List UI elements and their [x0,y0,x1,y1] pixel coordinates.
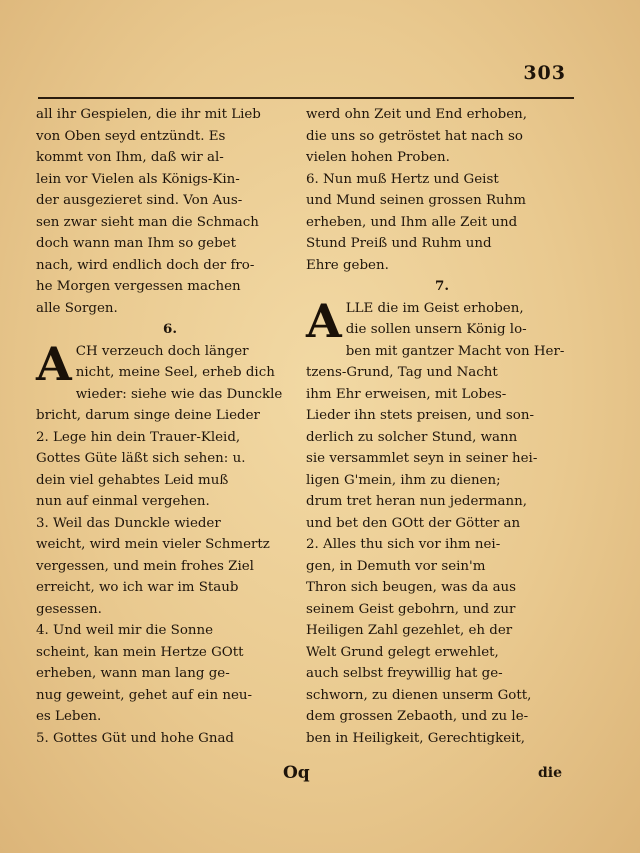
text-line: doch wann man Ihm so gebet [36,236,236,251]
text-line: nun auf einmal vergehen. [36,494,210,509]
page-number: 303 [523,62,566,84]
text-line: 5. Gottes Güt und hohe Gnad [36,730,235,746]
text-line: Thron sich beugen, was da aus [306,580,517,595]
text-line: nicht, meine Seel, erheb dich [75,365,275,380]
text-line: all ihr Gespielen, die ihr mit Lieb [36,107,261,122]
text-line: seinem Geist gebohrn, und zur [306,601,516,617]
text-line: und bet den GOtt der Götter an [306,515,521,531]
verse-number: 6. [163,321,177,337]
text-line: bricht, darum singe deine Lieder [36,408,260,423]
text-line: erheben, und Ihm alle Zeit und [306,214,518,230]
text-line: 2. Alles thu sich vor ihm nei- [306,537,501,552]
text-line: von Oben seyd entzündt. Es [36,128,226,144]
text-line: 2. Lege hin dein Trauer-Kleid, [36,429,241,445]
text-line: wieder: siehe wie das Dunckle [75,386,283,402]
text-line: gesessen. [36,601,102,617]
verse-number: 7. [435,278,449,294]
text-line: Welt Grund gelegt erwehlet, [306,644,499,660]
text-line: auch selbst freywillig hat ge- [306,666,503,681]
text-line: Lieder ihn stets preisen, und son- [306,408,535,423]
text-line: erheben, wann man lang ge- [36,666,230,681]
text-line: tzens-Grund, Tag und Nacht [306,365,498,380]
text-line: nach, wird endlich doch der fro- [36,257,255,273]
text-line: vielen hohen Proben. [306,150,450,165]
left-column [36,104,304,749]
text-line: die sollen unsern König lo- [345,322,527,337]
text-line: und Mund seinen grossen Ruhm [306,193,526,208]
text-line: dein viel gehabtes Leid muß [36,472,229,488]
text-line: ihm Ehr erweisen, mit Lobes- [306,386,507,402]
header-rule [38,97,574,99]
text-line: vergessen, und mein frohes Ziel [36,558,254,574]
text-line: weicht, wird mein vieler Schmertz [36,537,270,552]
text-line: gen, in Demuth vor sein'm [306,558,486,574]
text-line: CH verzeuch doch länger [75,343,249,359]
text-line: he Morgen vergessen machen [36,279,241,294]
text-line: Gottes Güte läßt sich sehen: u. [36,451,246,466]
signature-mark: Oq [283,763,310,783]
text-line: kommt von Ihm, daß wir al- [36,150,224,165]
text-line: lein vor Vielen als Königs-Kin- [36,171,240,187]
text-line: drum tret heran nun jedermann, [306,494,527,509]
text-line: sie versammlet seyn in seiner hei- [306,451,538,466]
text-line: Ehre geben. [306,257,389,273]
catchword: die [537,765,562,781]
drop-cap: A [306,293,342,348]
text-line: Heiligen Zahl gezehlet, eh der [306,623,513,638]
text-line: dem grossen Zebaoth, und zu le- [306,709,529,724]
drop-cap: A [36,336,72,391]
text-line: LLE die im Geist erhoben, [345,300,524,316]
text-line: 4. Und weil mir die Sonne [36,623,214,638]
text-line: nug geweint, gehet auf ein neu- [36,687,253,703]
text-line: der ausgezieret sind. Von Aus- [36,193,243,208]
text-line: 6. Nun muß Hertz und Geist [306,171,499,187]
text-line: derlich zu solcher Stund, wann [306,429,518,445]
text-line: 3. Weil das Dunckle wieder [36,515,221,531]
text-line: ben in Heiligkeit, Gerechtigkeit, [306,730,526,746]
text-line: sen zwar sieht man die Schmach [36,214,259,230]
text-line: werd ohn Zeit und End erhoben, [306,107,528,122]
right-column [306,104,578,749]
text-line: Stund Preiß und Ruhm und [306,236,492,251]
text-line: ben mit gantzer Macht von Her- [345,343,565,359]
text-line: schworn, zu dienen unserm Gott, [306,687,532,703]
text-line: erreicht, wo ich war im Staub [36,580,239,595]
text-line: es Leben. [36,709,102,724]
text-line: alle Sorgen. [36,300,118,316]
text-line: ligen G'mein, ihm zu dienen; [306,472,501,488]
text-line: scheint, kan mein Hertze GOtt [36,644,244,660]
text-line: die uns so getröstet hat nach so [306,128,523,144]
